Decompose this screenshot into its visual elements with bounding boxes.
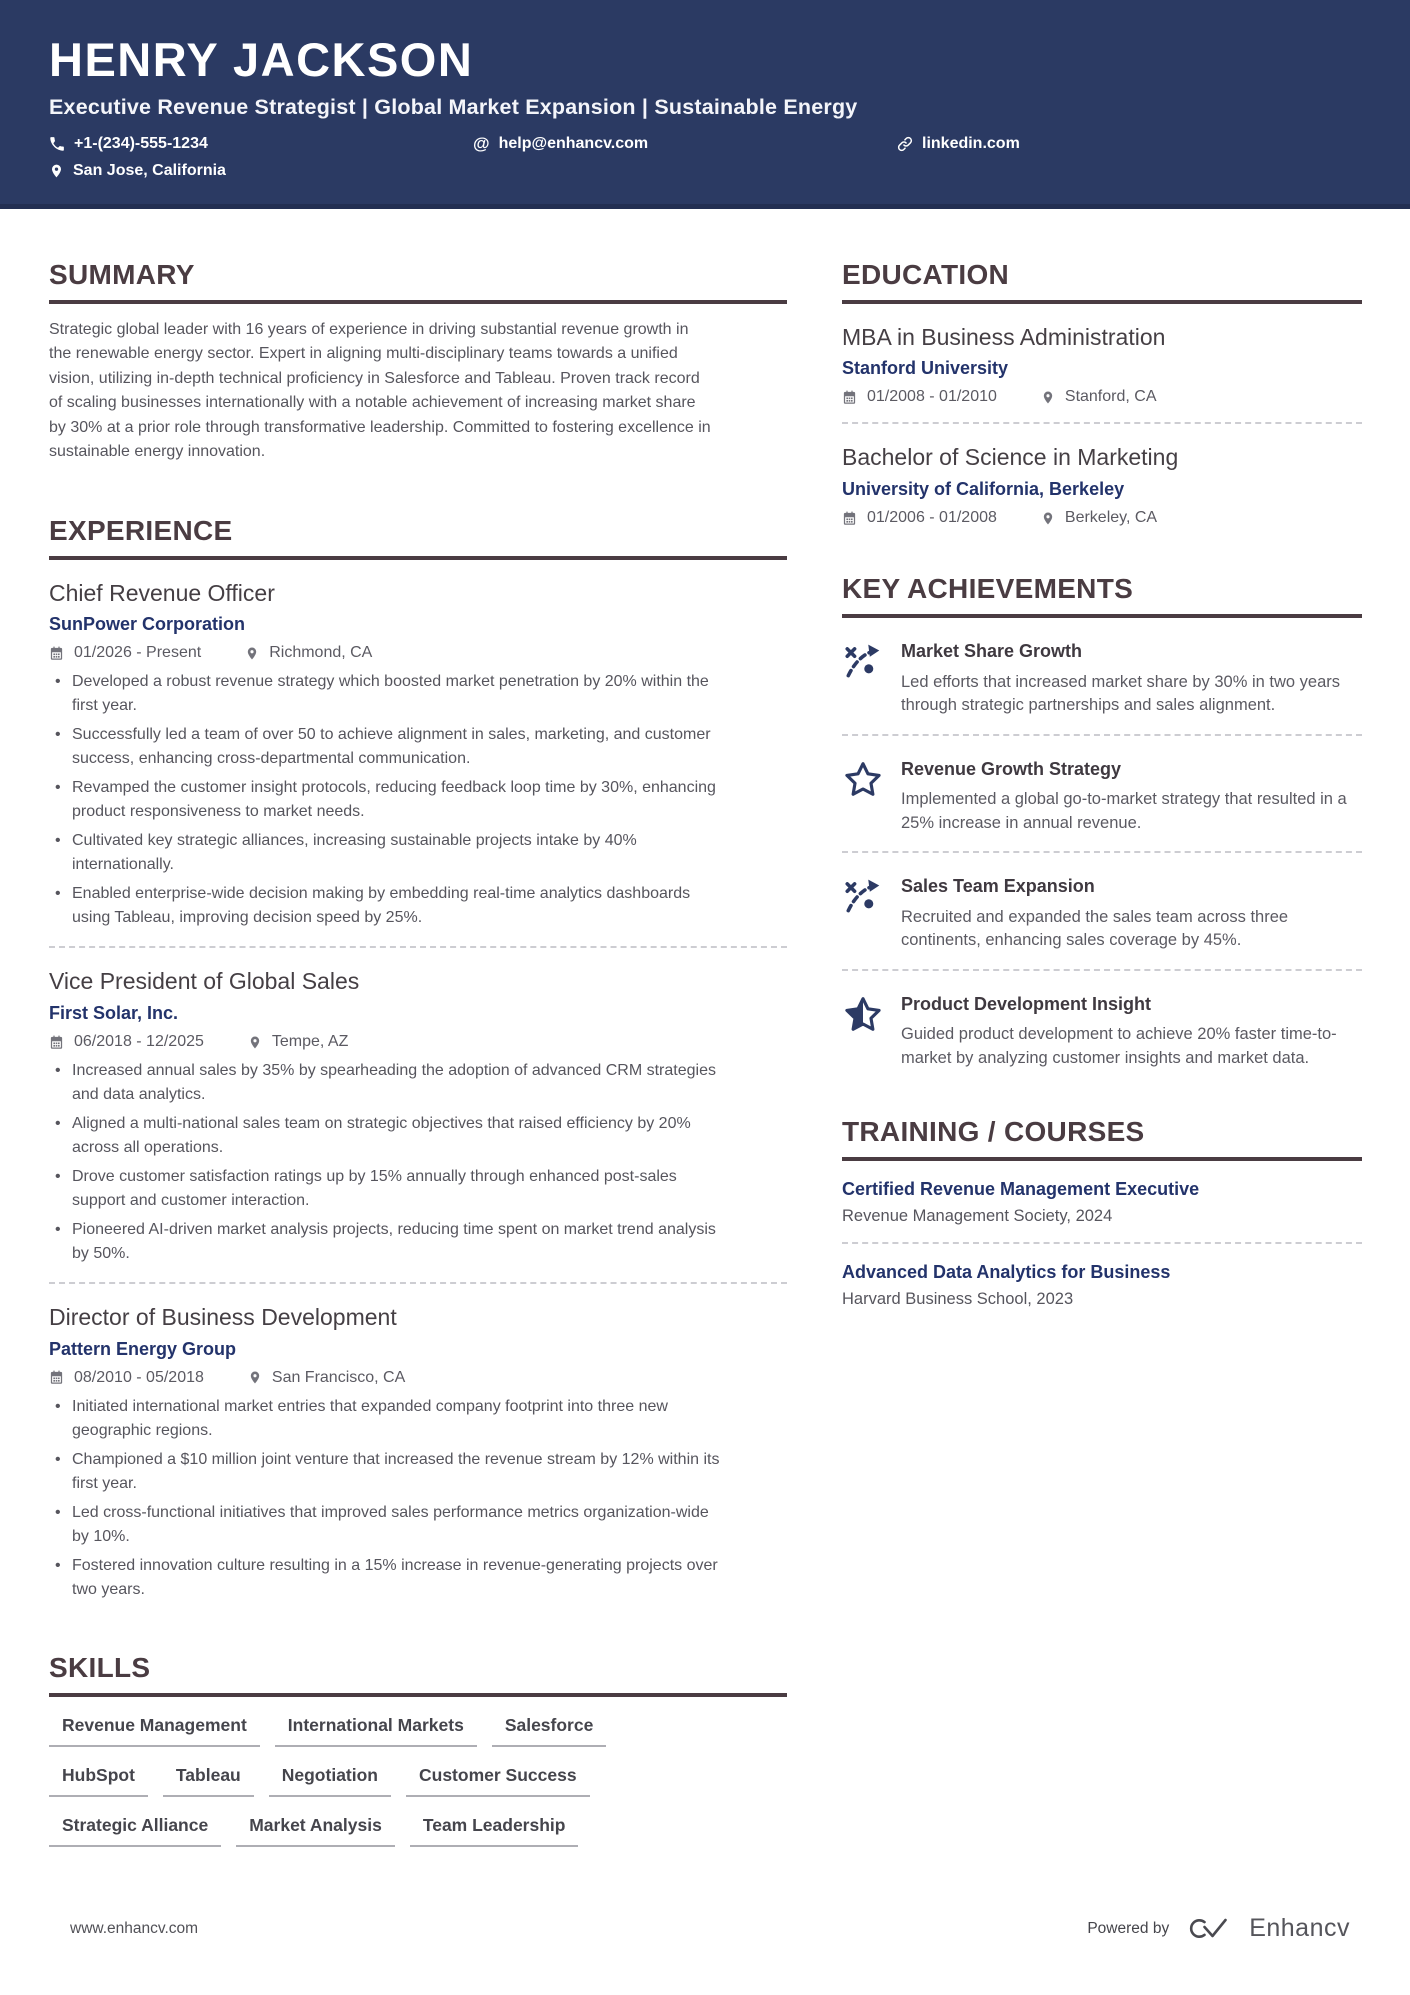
job-location: Richmond, CA — [269, 644, 373, 662]
course-org: Harvard Business School, 2023 — [842, 1290, 1074, 1309]
bullet: • Increased annual sales by 35% by spearheading the adoption of advanced CRM strategies and data analytics. — [49, 1059, 729, 1107]
bullet: • Revamped the customer insight protocols, reducing feedback loop time by 30%, enhancing product responsiveness to market needs. — [49, 776, 729, 824]
location-contact — [49, 162, 1361, 180]
right-column — [842, 209, 1362, 1847]
bullet: • Cultivated key strategic alliances, increasing sustainable projects intake by 40% internationally. — [49, 829, 729, 877]
headline: Executive Revenue Strategist | Global Market Expansion | Sustainable Energy — [49, 94, 858, 119]
education-heading: EDUCATION — [842, 259, 1362, 304]
powered-by[interactable] — [1087, 1914, 1350, 1943]
job-dates: 06/2018 - 12/2025 — [74, 1033, 204, 1051]
job-meta — [49, 1369, 787, 1387]
course-entry — [842, 1179, 1362, 1226]
achievement-text: Led efforts that increased market share by 30% in two years through strategic partnerships and sales alignment. — [901, 672, 1341, 715]
left-column — [49, 209, 787, 1847]
degree-meta — [842, 509, 1362, 527]
job-entry — [49, 968, 787, 1266]
job-title: Chief Revenue Officer — [49, 579, 275, 606]
bullet: • Developed a robust revenue strategy which boosted market penetration by 20% within the first year. — [49, 670, 729, 718]
job-meta — [49, 644, 787, 662]
location-pin-icon — [1041, 390, 1055, 405]
divider — [842, 422, 1362, 424]
job-bullets — [49, 670, 729, 930]
skill-tag[interactable]: Strategic Alliance — [49, 1815, 221, 1847]
bullet: • Aligned a multi-national sales team on strategic objectives that raised efficiency by 20% across all operations. — [49, 1112, 729, 1160]
skill-tag[interactable]: Salesforce — [492, 1715, 607, 1747]
at-sign-icon: @ — [473, 134, 490, 154]
enhancv-logo-icon — [1183, 1915, 1235, 1942]
company-name[interactable]: Pattern Energy Group — [49, 1338, 237, 1359]
skill-tag[interactable]: Revenue Management — [49, 1715, 260, 1747]
location-pin-icon — [245, 646, 259, 661]
achievement-text: Implemented a global go-to-market strategy that resulted in a 25% increase in annual revenue. — [901, 790, 1347, 832]
site-link[interactable]: www.enhancv.com — [70, 1919, 199, 1937]
summary-text: Strategic global leader with 16 years of experience in driving substantial revenue growth in the renewable energy sector. Expert in aligning multi-disciplinary teams towards a unified vision, utilizing in-depth technical proficiency in Salesforce and Tableau. Proven track record of scaling businesses internationally with a notable achievement of increasing market share by 30% at a prior role through transformative leadership. Committed to fostering excellence in sustainable energy innovation. — [49, 320, 711, 461]
link-icon — [897, 136, 913, 152]
strategy-arrow-icon — [842, 876, 884, 918]
degree-location: Berkeley, CA — [1064, 509, 1158, 527]
phone-contact[interactable] — [49, 135, 473, 153]
school-name[interactable]: University of California, Berkeley — [842, 479, 1125, 500]
achievements-heading: KEY ACHIEVEMENTS — [842, 573, 1362, 618]
course-org: Revenue Management Society, 2024 — [842, 1207, 1113, 1226]
summary-section — [49, 259, 787, 465]
skill-tag[interactable]: Market Analysis — [236, 1815, 395, 1847]
achievement-text: Guided product development to achieve 20% faster time-to-market by analyzing customer insights and market data. — [901, 1025, 1337, 1067]
achievement-item — [842, 875, 1362, 953]
achievements-section — [842, 573, 1362, 1070]
calendar-icon — [842, 390, 857, 405]
experience-heading: EXPERIENCE — [49, 515, 787, 560]
skills-section — [49, 1652, 787, 1847]
powered-by-label: Powered by — [1087, 1919, 1170, 1937]
divider — [842, 1242, 1362, 1244]
bullet: • Championed a $10 million joint venture that increased the revenue stream by 12% within its first year. — [49, 1448, 729, 1496]
contact-bar — [49, 135, 1361, 180]
skill-tag[interactable]: International Markets — [275, 1715, 477, 1747]
degree-title: Bachelor of Science in Marketing — [842, 444, 1179, 471]
header — [0, 0, 1410, 209]
degree-dates: 01/2006 - 01/2008 — [867, 509, 997, 527]
school-name[interactable]: Stanford University — [842, 358, 1009, 379]
email-address: help@enhancv.com — [498, 134, 649, 152]
achievement-item — [842, 993, 1362, 1071]
job-bullets — [49, 1395, 729, 1602]
brand-wordmark: Enhancv — [1249, 1914, 1350, 1942]
achievement-item — [842, 640, 1362, 718]
degree-entry — [842, 444, 1362, 527]
divider — [842, 734, 1362, 736]
degree-dates: 01/2008 - 01/2010 — [867, 388, 997, 406]
bullet: • Enabled enterprise-wide decision making by embedding real-time analytics dashboards using Tableau, improving decision speed by 25%. — [49, 882, 729, 930]
calendar-icon — [842, 511, 857, 526]
bullet: • Initiated international market entries that expanded company footprint into three new geographic regions. — [49, 1395, 729, 1443]
star-half-icon — [842, 994, 884, 1036]
location-pin-icon — [248, 1035, 262, 1050]
degree-meta — [842, 388, 1362, 406]
job-dates: 01/2026 - Present — [74, 644, 202, 662]
bullet: • Drove customer satisfaction ratings up by 15% annually through enhanced post-sales support and customer interaction. — [49, 1165, 729, 1213]
bullet: • Led cross-functional initiatives that improved sales performance metrics organization-wide by 10%. — [49, 1501, 729, 1549]
skill-tag[interactable]: Tableau — [163, 1765, 254, 1797]
job-location: San Francisco, CA — [271, 1368, 406, 1386]
experience-section — [49, 515, 787, 1602]
course-title[interactable]: Advanced Data Analytics for Business — [842, 1262, 1171, 1283]
linkedin-url: linkedin.com — [922, 134, 1020, 152]
achievement-title: Revenue Growth Strategy — [901, 758, 1122, 779]
candidate-name: HENRY JACKSON — [49, 33, 474, 86]
location-pin-icon — [248, 1370, 262, 1385]
job-location: Tempe, AZ — [271, 1033, 349, 1051]
company-name[interactable]: First Solar, Inc. — [49, 1003, 179, 1024]
skills-list — [49, 1715, 787, 1847]
calendar-icon — [49, 1370, 64, 1385]
degree-title: MBA in Business Administration — [842, 323, 1166, 350]
job-entry — [49, 1304, 787, 1602]
job-bullets — [49, 1059, 729, 1266]
degree-location: Stanford, CA — [1064, 388, 1157, 406]
bullet: • Pioneered AI-driven market analysis projects, reducing time spent on market trend analysis by 50%. — [49, 1218, 729, 1266]
divider — [842, 851, 1362, 853]
skill-tag[interactable]: Customer Success — [406, 1765, 590, 1797]
skill-tag[interactable]: Negotiation — [269, 1765, 391, 1797]
email-contact[interactable] — [473, 135, 897, 153]
achievement-title: Product Development Insight — [901, 993, 1152, 1014]
star-outline-icon — [842, 759, 884, 801]
job-dates: 08/2010 - 05/2018 — [74, 1368, 204, 1386]
main-content — [0, 209, 1410, 1847]
location-text: San Jose, California — [73, 161, 226, 179]
job-title: Vice President of Global Sales — [49, 968, 360, 995]
job-meta — [49, 1033, 787, 1051]
degree-entry — [842, 324, 1362, 407]
phone-number: +1-(234)-555-1234 — [74, 134, 208, 152]
linkedin-contact[interactable] — [897, 135, 1361, 153]
education-section — [842, 259, 1362, 527]
calendar-icon — [49, 1035, 64, 1050]
divider — [842, 969, 1362, 971]
divider — [49, 946, 787, 948]
phone-icon — [49, 136, 65, 152]
location-pin-icon — [49, 163, 64, 179]
summary-heading: SUMMARY — [49, 259, 787, 304]
calendar-icon — [49, 646, 64, 661]
skill-tag[interactable]: HubSpot — [49, 1765, 148, 1797]
bullet: • Fostered innovation culture resulting in a 15% increase in revenue-generating projects over two years. — [49, 1554, 729, 1602]
strategy-arrow-icon — [842, 641, 884, 683]
achievement-title: Sales Team Expansion — [901, 876, 1095, 897]
training-section — [842, 1116, 1362, 1309]
course-entry — [842, 1262, 1362, 1309]
footer — [70, 1914, 1350, 1943]
achievement-text: Recruited and expanded the sales team across three continents, enhancing sales coverage by 45%. — [901, 907, 1289, 950]
course-title[interactable]: Certified Revenue Management Executive — [842, 1179, 1200, 1200]
skill-tag[interactable]: Team Leadership — [410, 1815, 579, 1847]
job-entry — [49, 580, 787, 931]
location-pin-icon — [1041, 511, 1055, 526]
job-title: Director of Business Development — [49, 1304, 397, 1331]
achievement-item — [842, 758, 1362, 836]
training-heading: TRAINING / COURSES — [842, 1116, 1362, 1161]
company-name[interactable]: SunPower Corporation — [49, 614, 246, 635]
achievement-title: Market Share Growth — [901, 641, 1083, 662]
skills-heading: SKILLS — [49, 1652, 787, 1697]
divider — [49, 1282, 787, 1284]
bullet: • Successfully led a team of over 50 to achieve alignment in sales, marketing, and customer success, enhancing cross-departmental communication. — [49, 723, 729, 771]
